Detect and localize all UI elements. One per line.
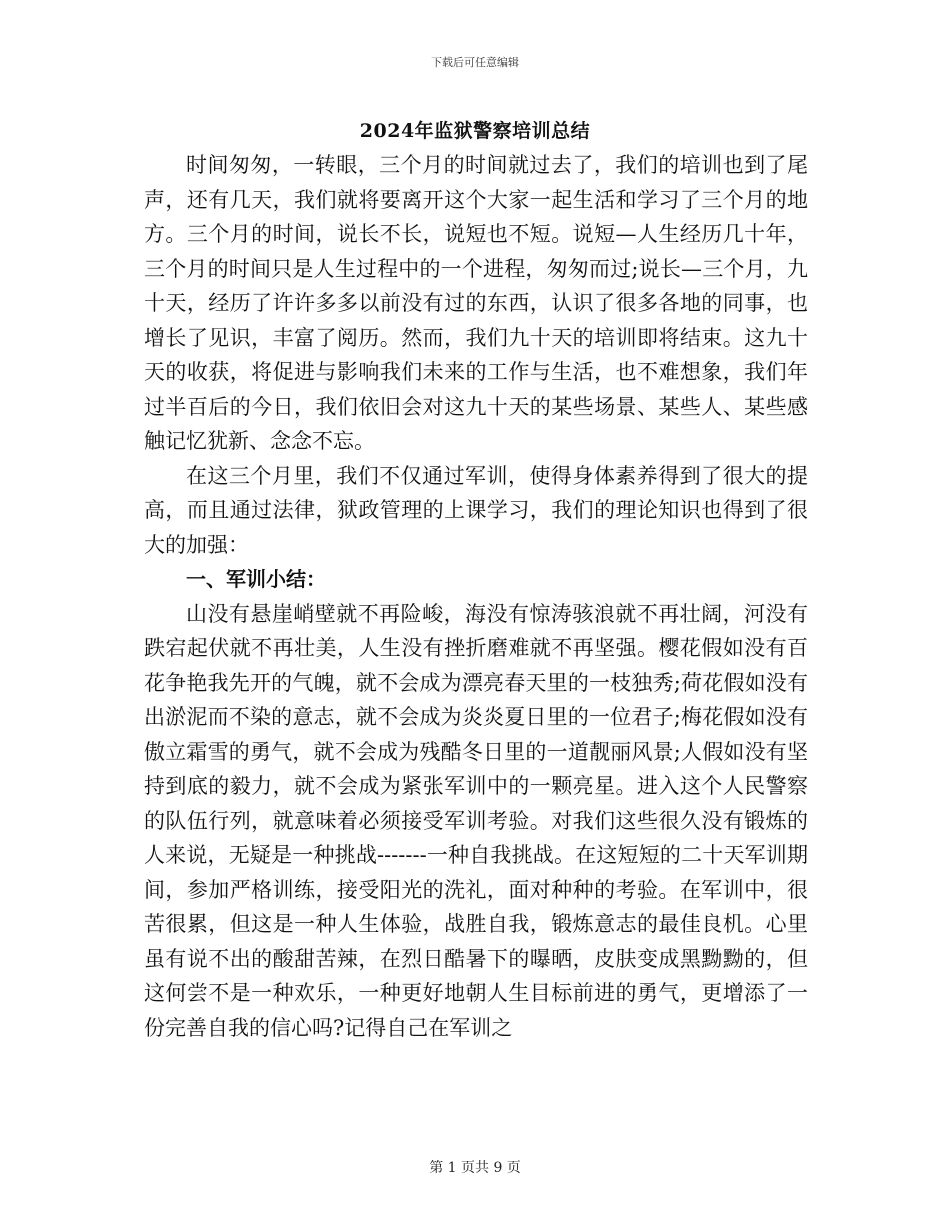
paragraph-overview: 在这三个月里，我们不仅通过军训，使得身体素养得到了很大的提高，而且通过法律，狱政管理的上课学习，我们的理论知识也得到了很大的加强： <box>144 463 808 557</box>
paragraph-military-training: 山没有悬崖峭壁就不再险峻，海没有惊涛骇浪就不再壮阔，河没有跌宕起伏就不再壮美，人生没有挫折磨难就不再坚强。樱花假如没有百花争艳我先开的气魄，就不会成为漂亮春天里的一枝独秀;荷花假如没有出淤泥而不染的意志，就不会成为炎炎夏日里的一位君子;梅花假如没有傲立霜雪的勇气，就不会成为残酷冬日里的一道靓丽风景;人假如没有坚持到底的毅力，就不会成为紧张军训中的一颗亮星。进入这个人民警察的队伍行列，就意味着必须接受军训考验。对我们这些很久没有锻炼的人来说，无疑是一种挑战-------一种自我挑战。在这短短的二十天军训期间，参加严格训练，接受阳光的洗礼，面对种种的考验。在军训中，很苦很累，但这是一种人生体验，战胜自我，锻炼意志的最佳良机。心里虽有说不出的酸甜苦辣，在烈日酷暑下的曝晒，皮肤变成黑黝黝的，但这何尝不是一种欢乐，一种更好地朝人生目标前进的勇气，更增添了一份完善自我的信心吗?记得自己在军训之 <box>144 601 808 1040</box>
page-footer: 第 1 页共 9 页 <box>429 1160 521 1176</box>
paragraph-intro: 时间匆匆，一转眼，三个月的时间就过去了，我们的培训也到了尾声，还有几天，我们就将要离开这个大家一起生活和学习了三个月的地方。三个月的时间，说长不长，说短也不短。说短—人生经历几十年，三个月的时间只是人生过程中的一个进程，匆匆而过;说长—三个月，九十天，经历了许许多多以前没有过的东西，认识了很多各地的同事，也增长了见识，丰富了阅历。然而，我们九十天的培训即将结束。这九十天的收获，将促进与影响我们未来的工作与生活，也不难想象，我们年过半百后的今日，我们依旧会对这九十天的某些场景、某些人、某些感触记忆犹新、念念不忘。 <box>144 153 808 453</box>
page-header: 下载后可任意编辑 <box>431 56 519 69</box>
document-title: 2024年监狱警察培训总结 <box>359 120 591 142</box>
document-body <box>144 148 808 1045</box>
section-heading: 一、军训小结： <box>186 567 326 591</box>
